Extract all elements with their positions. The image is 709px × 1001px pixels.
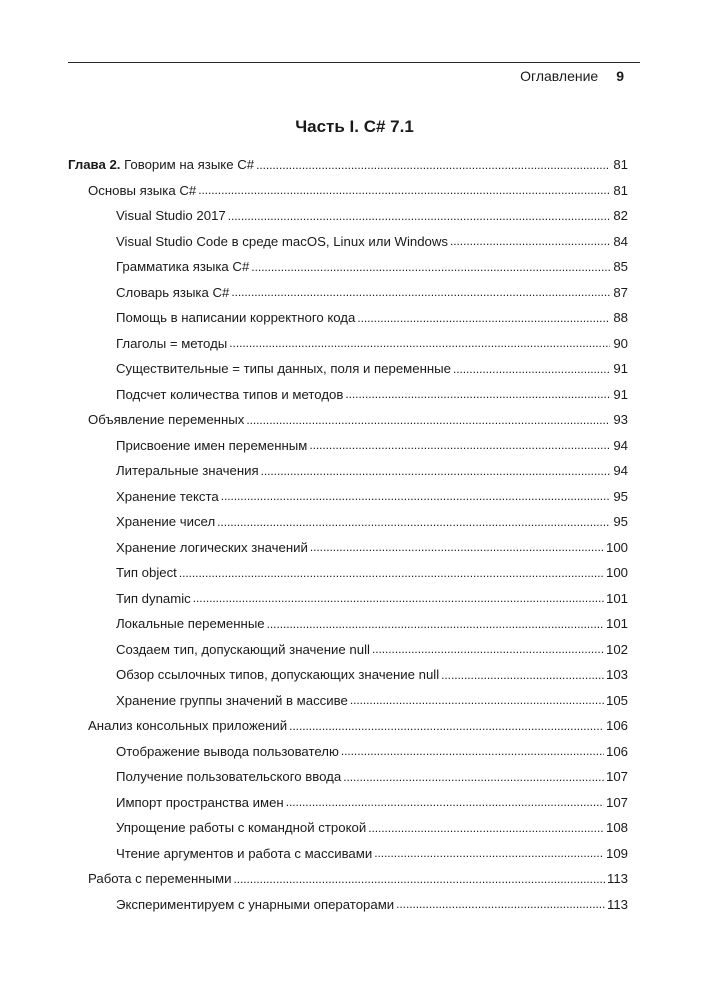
toc-entry[interactable] bbox=[68, 586, 628, 612]
toc-entry[interactable] bbox=[68, 356, 628, 382]
toc-entry-text: Импорт пространства имен bbox=[116, 794, 284, 810]
dot-leader bbox=[396, 897, 605, 911]
toc-entry-text: Хранение логических значений bbox=[116, 539, 308, 555]
toc-entry[interactable] bbox=[68, 560, 628, 586]
toc-entry-title bbox=[116, 744, 339, 759]
dot-leader bbox=[267, 617, 604, 631]
toc-entry-title bbox=[116, 795, 284, 810]
toc-entry[interactable] bbox=[68, 305, 628, 331]
toc-entry-text: Visual Studio Code в среде macOS, Linux или Windows bbox=[116, 233, 448, 249]
toc-page-number: 113 bbox=[606, 896, 628, 912]
toc-entry-text: Говорим на языке C# bbox=[120, 157, 255, 173]
toc-entry-text: Основы языка C# bbox=[88, 182, 197, 198]
dot-leader bbox=[309, 438, 610, 452]
toc-entry[interactable] bbox=[68, 433, 628, 459]
toc-entry[interactable] bbox=[68, 815, 628, 841]
toc-entry-text: Локальные переменные bbox=[116, 616, 265, 632]
toc-page-number: 106 bbox=[605, 718, 628, 734]
toc-page-number: 85 bbox=[613, 259, 628, 275]
dot-leader bbox=[372, 642, 604, 656]
toc-entry[interactable] bbox=[68, 254, 628, 280]
running-head bbox=[520, 68, 624, 84]
dot-leader bbox=[345, 387, 610, 401]
running-head-section: Оглавление bbox=[520, 68, 599, 84]
toc-entry[interactable] bbox=[68, 611, 628, 637]
toc-page-number: 90 bbox=[613, 335, 628, 351]
toc-entry-text: Глаголы = методы bbox=[116, 335, 228, 351]
toc-page-number: 108 bbox=[605, 820, 628, 836]
toc-entry-title bbox=[88, 183, 196, 198]
toc-entry[interactable] bbox=[68, 637, 628, 663]
toc-entry-text: Создаем тип, допускающий значение null bbox=[116, 641, 370, 657]
toc-page-number: 88 bbox=[613, 310, 628, 326]
dot-leader bbox=[179, 566, 604, 580]
toc-entry-title bbox=[116, 514, 215, 529]
toc-entry-text: Тип dynamic bbox=[116, 590, 191, 606]
toc-page-number: 81 bbox=[613, 182, 628, 198]
dot-leader bbox=[261, 464, 610, 478]
toc-page-number: 113 bbox=[606, 871, 628, 887]
toc-page-number: 81 bbox=[613, 157, 628, 173]
toc-entry-title bbox=[116, 234, 448, 249]
dot-leader bbox=[450, 234, 610, 248]
toc-entry[interactable] bbox=[68, 739, 628, 765]
toc-entry[interactable] bbox=[68, 764, 628, 790]
toc-entry-title bbox=[116, 616, 265, 631]
dot-leader bbox=[198, 183, 610, 197]
toc-entry-text: Упрощение работы с командной строкой bbox=[116, 820, 367, 836]
toc-page-number: 109 bbox=[605, 845, 628, 861]
toc-entry[interactable] bbox=[68, 662, 628, 688]
dot-leader bbox=[374, 846, 604, 860]
header-rule bbox=[68, 62, 640, 63]
toc-entry-title bbox=[88, 718, 287, 733]
toc-entry-title bbox=[116, 591, 191, 606]
toc-entry-title bbox=[116, 285, 229, 300]
toc-entry-text: Экспериментируем с унарными операторами bbox=[116, 896, 395, 912]
toc-page-number: 94 bbox=[613, 437, 628, 453]
table-of-contents bbox=[68, 152, 628, 917]
toc-entry-text: Словарь языка C# bbox=[116, 284, 230, 300]
toc-chapter-prefix: Глава 2. bbox=[68, 157, 121, 173]
toc-entry-title bbox=[88, 871, 231, 886]
dot-leader bbox=[350, 693, 604, 707]
toc-page-number: 95 bbox=[613, 488, 628, 504]
toc-page-number: 106 bbox=[605, 743, 628, 759]
toc-entry-text: Объявление переменных bbox=[88, 412, 245, 428]
dot-leader bbox=[343, 770, 604, 784]
toc-entry-text: Хранение текста bbox=[116, 488, 219, 504]
toc-entry[interactable] bbox=[68, 331, 628, 357]
dot-leader bbox=[453, 362, 610, 376]
toc-entry-text: Отображение вывода пользователю bbox=[116, 743, 339, 759]
toc-entry-text: Подсчет количества типов и методов bbox=[116, 386, 344, 402]
toc-entry-text: Помощь в написании корректного кода bbox=[116, 310, 356, 326]
running-head-page-number: 9 bbox=[616, 68, 624, 84]
dot-leader bbox=[368, 821, 604, 835]
toc-entry-title bbox=[116, 463, 259, 478]
toc-entry[interactable] bbox=[68, 892, 628, 918]
toc-entry[interactable] bbox=[68, 713, 628, 739]
toc-entry-text: Visual Studio 2017 bbox=[116, 208, 226, 224]
toc-entry-text: Существительные = типы данных, поля и переменные bbox=[116, 361, 451, 377]
toc-page-number: 101 bbox=[605, 590, 628, 606]
toc-entry[interactable] bbox=[68, 229, 628, 255]
toc-entry-title bbox=[116, 565, 177, 580]
toc-entry-title bbox=[116, 846, 372, 861]
toc-entry-text: Присвоение имен переменным bbox=[116, 437, 308, 453]
dot-leader bbox=[251, 260, 610, 274]
toc-entry-text: Чтение аргументов и работа с массивами bbox=[116, 845, 373, 861]
toc-entry-text: Тип object bbox=[116, 565, 177, 581]
toc-entry[interactable] bbox=[68, 841, 628, 867]
toc-entry-title bbox=[116, 667, 439, 682]
toc-page-number: 100 bbox=[605, 565, 628, 581]
toc-page-number: 100 bbox=[605, 539, 628, 555]
toc-entry-title bbox=[116, 897, 394, 912]
toc-entry[interactable] bbox=[68, 178, 628, 204]
toc-entry-title bbox=[116, 693, 348, 708]
toc-entry-text: Работа с переменными bbox=[88, 871, 232, 887]
toc-page-number: 87 bbox=[613, 284, 628, 300]
toc-entry-title bbox=[116, 540, 308, 555]
toc-entry[interactable] bbox=[68, 382, 628, 408]
dot-leader bbox=[228, 209, 610, 223]
toc-entry[interactable] bbox=[68, 535, 628, 561]
toc-page-number: 91 bbox=[613, 386, 628, 402]
toc-entry[interactable] bbox=[68, 407, 628, 433]
toc-page-number: 105 bbox=[605, 692, 628, 708]
toc-entry-title bbox=[116, 336, 227, 351]
toc-entry-title bbox=[116, 259, 249, 274]
toc-entry-title bbox=[116, 489, 219, 504]
dot-leader bbox=[441, 668, 604, 682]
toc-entry-title bbox=[116, 208, 226, 223]
toc-entry-title bbox=[116, 387, 343, 402]
toc-entry-title bbox=[68, 157, 254, 172]
dot-leader bbox=[357, 311, 610, 325]
toc-entry[interactable] bbox=[68, 866, 628, 892]
toc-page-number: 101 bbox=[605, 616, 628, 632]
toc-entry[interactable] bbox=[68, 152, 628, 178]
toc-page-number: 107 bbox=[605, 769, 628, 785]
dot-leader bbox=[341, 744, 604, 758]
toc-entry-text: Получение пользовательского ввода bbox=[116, 769, 342, 785]
toc-page-number: 103 bbox=[605, 667, 628, 683]
toc-page-number: 107 bbox=[605, 794, 628, 810]
toc-entry-title bbox=[116, 361, 451, 376]
toc-entry-title bbox=[116, 642, 370, 657]
dot-leader bbox=[231, 285, 610, 299]
toc-entry-title bbox=[116, 769, 341, 784]
dot-leader bbox=[233, 872, 605, 886]
toc-entry[interactable] bbox=[68, 509, 628, 535]
dot-leader bbox=[310, 540, 604, 554]
toc-page-number: 82 bbox=[613, 208, 628, 224]
dot-leader bbox=[289, 719, 604, 733]
toc-entry-text: Обзор ссылочных типов, допускающих значение null bbox=[116, 667, 440, 683]
dot-leader bbox=[221, 489, 610, 503]
dot-leader bbox=[256, 158, 610, 172]
toc-page-number: 95 bbox=[613, 514, 628, 530]
part-title: Часть I. C# 7.1 bbox=[295, 117, 414, 136]
toc-page-number: 94 bbox=[613, 463, 628, 479]
toc-entry-text: Хранение группы значений в массиве bbox=[116, 692, 348, 708]
toc-entry[interactable] bbox=[68, 280, 628, 306]
toc-page-number: 84 bbox=[613, 233, 628, 249]
toc-entry-title bbox=[116, 438, 307, 453]
toc-entry-text: Хранение чисел bbox=[116, 514, 216, 530]
toc-entry-title bbox=[88, 412, 244, 427]
toc-page-number: 93 bbox=[613, 412, 628, 428]
toc-entry[interactable] bbox=[68, 688, 628, 714]
dot-leader bbox=[193, 591, 604, 605]
toc-page-number: 102 bbox=[605, 641, 628, 657]
dot-leader bbox=[229, 336, 610, 350]
toc-entry[interactable] bbox=[68, 203, 628, 229]
toc-page-number: 91 bbox=[613, 361, 628, 377]
dot-leader bbox=[217, 515, 610, 529]
toc-entry[interactable] bbox=[68, 790, 628, 816]
dot-leader bbox=[286, 795, 604, 809]
toc-entry-text: Грамматика языка C# bbox=[116, 259, 250, 275]
toc-entry-title bbox=[116, 820, 366, 835]
toc-entry-text: Анализ консольных приложений bbox=[88, 718, 288, 734]
toc-entry[interactable] bbox=[68, 458, 628, 484]
toc-entry-title bbox=[116, 310, 355, 325]
toc-entry[interactable] bbox=[68, 484, 628, 510]
toc-entry-text: Литеральные значения bbox=[116, 463, 259, 479]
dot-leader bbox=[246, 413, 610, 427]
